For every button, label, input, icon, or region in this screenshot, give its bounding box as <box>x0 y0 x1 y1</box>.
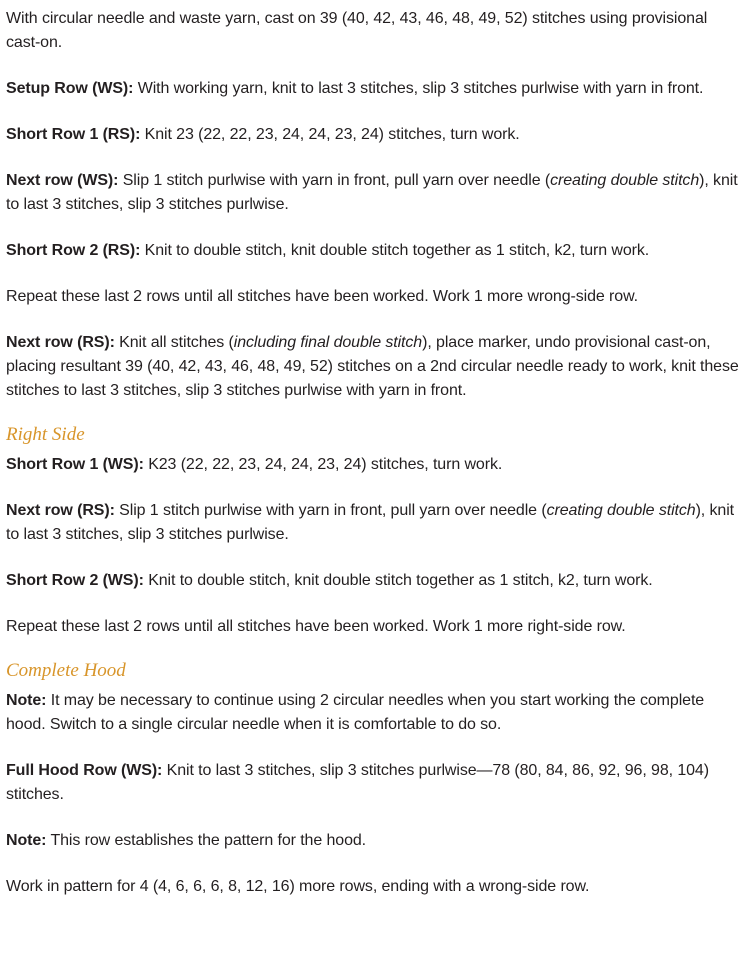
row-label: Next row (RS): <box>6 502 115 519</box>
row-label: Full Hood Row (WS): <box>6 762 163 779</box>
repeat-ws-paragraph: Repeat these last 2 rows until all stitches have been worked. Work 1 more wrong-side row. <box>6 288 638 305</box>
note-pattern-paragraph: Note: This row establishes the pattern for the hood. <box>6 832 367 849</box>
pattern-document <box>6 7 742 899</box>
row-label: Setup Row (WS): <box>6 80 134 97</box>
italic-note: creating double stitch <box>550 172 700 189</box>
row-label: Next row (WS): <box>6 172 119 189</box>
italic-note: creating double stitch <box>546 502 696 519</box>
section-heading-right-side: Right Side <box>6 424 85 445</box>
row-label: Short Row 1 (RS): <box>6 126 141 143</box>
short-row-1-rs-paragraph: Short Row 1 (RS): Knit 23 (22, 22, 23, 24, 24, 23, 24) stitches, turn work. <box>6 126 520 143</box>
section-heading-complete-hood: Complete Hood <box>6 660 126 681</box>
next-row-rs-2-paragraph: Next row (RS): Slip 1 stitch purlwise with yarn in front, pull yarn over needle (creating double stitch), knit to last 3 stitches, slip 3 stitches purlwise. <box>6 502 734 543</box>
repeat-rs-paragraph: Repeat these last 2 rows until all stitches have been worked. Work 1 more right-side row. <box>6 618 626 635</box>
row-label: Short Row 2 (RS): <box>6 242 141 259</box>
full-hood-row-paragraph: Full Hood Row (WS): Knit to last 3 stitches, slip 3 stitches purlwise—78 (80, 84, 86, 92, 96, 98, 104) stitches. <box>6 762 709 803</box>
next-row-ws-paragraph: Next row (WS): Slip 1 stitch purlwise with yarn in front, pull yarn over needle (creating double stitch), knit to last 3 stitches, slip 3 stitches purlwise. <box>6 172 738 213</box>
row-label: Note: <box>6 832 47 849</box>
setup-row-paragraph: Setup Row (WS): With working yarn, knit to last 3 stitches, slip 3 stitches purlwise with yarn in front. <box>6 80 704 97</box>
next-row-rs-paragraph: Next row (RS): Knit all stitches (including final double stitch), place marker, undo provisional cast-on, placing resultant 39 (40, 42, 43, 46, 48, 49, 52) stitches on a 2nd circular needle ready to work, knit these stitches to last 3 stitches, slip 3 stitches purlwise with yarn in front. <box>6 334 739 399</box>
row-label: Short Row 2 (WS): <box>6 572 144 589</box>
row-label: Next row (RS): <box>6 334 115 351</box>
note-needles-paragraph: Note: It may be necessary to continue using 2 circular needles when you start working the complete hood. Switch to a single circular needle when it is comfortable to do so. <box>6 692 705 733</box>
row-label: Note: <box>6 692 47 709</box>
italic-note: including final double stitch <box>233 334 423 351</box>
short-row-2-ws-paragraph: Short Row 2 (WS): Knit to double stitch, knit double stitch together as 1 stitch, k2, turn work. <box>6 572 653 589</box>
cast-on-paragraph: With circular needle and waste yarn, cast on 39 (40, 42, 43, 46, 48, 49, 52) stitches using provisional cast-on. <box>6 10 708 51</box>
work-in-pattern-paragraph: Work in pattern for 4 (4, 6, 6, 6, 8, 12, 16) more rows, ending with a wrong-side row. <box>6 878 590 895</box>
row-label: Short Row 1 (WS): <box>6 456 144 473</box>
short-row-2-rs-paragraph: Short Row 2 (RS): Knit to double stitch, knit double stitch together as 1 stitch, k2, turn work. <box>6 242 650 259</box>
short-row-1-ws-paragraph: Short Row 1 (WS): K23 (22, 22, 23, 24, 24, 23, 24) stitches, turn work. <box>6 456 503 473</box>
